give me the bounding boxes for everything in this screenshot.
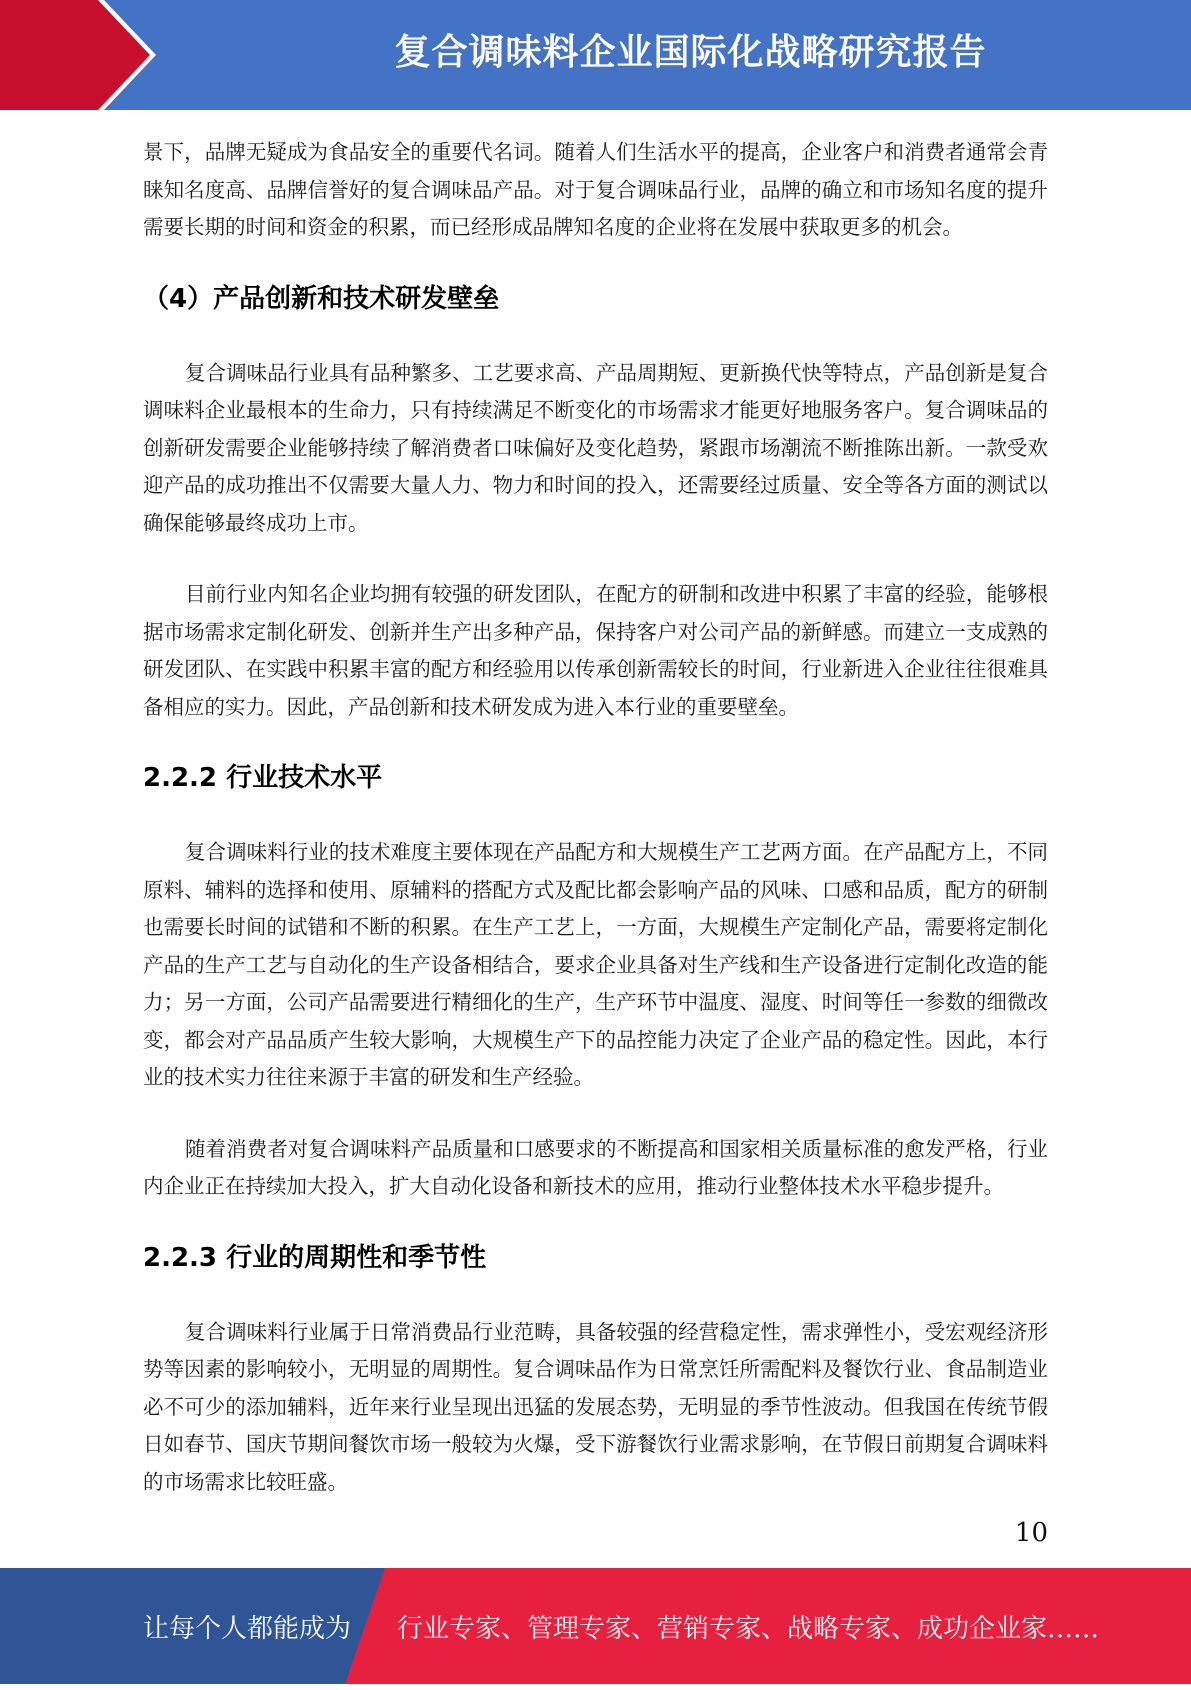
paragraph-cyclicality: 复合调味料行业属于日常消费品行业范畴，具备较强的经营稳定性，需求弹性小，受宏观经济形势等因素的影响较小，无明显的周期性。复合调味品作为日常烹饪所需配料及餐饮行业、食品制造业必不可少的添加辅料，近年来行业呈现出迅猛的发展态势，无明显的季节性波动。但我国在传统节假日如春节、国庆节期间餐饮市场一般较为火爆，受下游餐饮行业需求影响，在节假日前期复合调味料的市场需求比较旺盛。 bbox=[143, 1319, 1048, 1494]
paragraph-brand-continued: 景下，品牌无疑成为食品安全的重要代名词。随着人们生活水平的提高，企业客户和消费者通常会青睐知名度高、品牌信誉好的复合调味品产品。对于复合调味品行业，品牌的确立和市场知名度的提升需要长期的时间和资金的积累，而已经形成品牌知名度的企业将在发展中获取更多的机会。 bbox=[143, 140, 1048, 239]
page-header bbox=[0, 0, 1191, 110]
heading-innovation-barrier: （4）产品创新和技术研发壁垒 bbox=[143, 283, 500, 314]
paragraph-tech-trend: 随着消费者对复合调味料产品质量和口感要求的不断提高和国家相关质量标准的愈发严格，行业内企业正在持续加大投入，扩大自动化设备和新技术的应用，推动行业整体技术水平稳步提升。 bbox=[143, 1136, 1048, 1198]
footer-slogan-right: 行业专家、管理专家、营销专家、战略专家、成功企业家…… bbox=[397, 1614, 1100, 1644]
paragraph-innovation: 复合调味品行业具有品种繁多、工艺要求高、产品周期短、更新换代快等特点，产品创新是复合调味料企业最根本的生命力，只有持续满足不断变化的市场需求才能更好地服务客户。复合调味品的创新研发需要企业能够持续了解消费者口味偏好及变化趋势，紧跟市场潮流不断推陈出新。一款受欢迎产品的成功推出不仅需要大量人力、物力和时间的投入，还需要经过质量、安全等各方面的测试以确保能够最终成功上市。 bbox=[143, 360, 1048, 535]
report-title: 复合调味料企业国际化战略研究报告 bbox=[394, 32, 987, 73]
page-footer bbox=[0, 1568, 1191, 1684]
heading-2-2-3: 2.2.3 行业的周期性和季节性 bbox=[143, 1242, 487, 1273]
footer-slogan-left: 让每个人都能成为 bbox=[143, 1614, 352, 1644]
heading-2-2-2: 2.2.2 行业技术水平 bbox=[143, 763, 383, 793]
paragraph-rd-team: 目前行业内知名企业均拥有较强的研发团队，在配方的研制和改进中积累了丰富的经验，能够根据市场需求定制化研发、创新并生产出多种产品，保持客户对公司产品的新鲜感。而建立一支成熟的研发团队、在实践中积累丰富的配方和经验用以传承创新需较长的时间，行业新进入企业往往很难具备相应的实力。因此，产品创新和技术研发成为进入本行业的重要壁垒。 bbox=[143, 582, 1048, 719]
paragraph-tech-level: 复合调味料行业的技术难度主要体现在产品配方和大规模生产工艺两方面。在产品配方上，不同原料、辅料的选择和使用、原辅料的搭配方式及配比都会影响产品的风味、口感和品质，配方的研制也需要长时间的试错和不断的积累。在生产工艺上，一方面，大规模生产定制化产品，需要将定制化产品的生产工艺与自动化的生产设备相结合，要求企业具备对生产线和生产设备进行定制化改造的能力；另一方面，公司产品需要进行精细化的生产，生产环节中温度、湿度、时间等任一参数的细微改变，都会对产品品质产生较大影响，大规模生产下的品控能力决定了企业产品的稳定性。因此，本行业的技术实力往往来源于丰富的研发和生产经验。 bbox=[143, 840, 1048, 1089]
page-content bbox=[143, 134, 1048, 1535]
page-number: 10 bbox=[1014, 1518, 1048, 1548]
header-chevron-icon bbox=[0, 0, 170, 110]
